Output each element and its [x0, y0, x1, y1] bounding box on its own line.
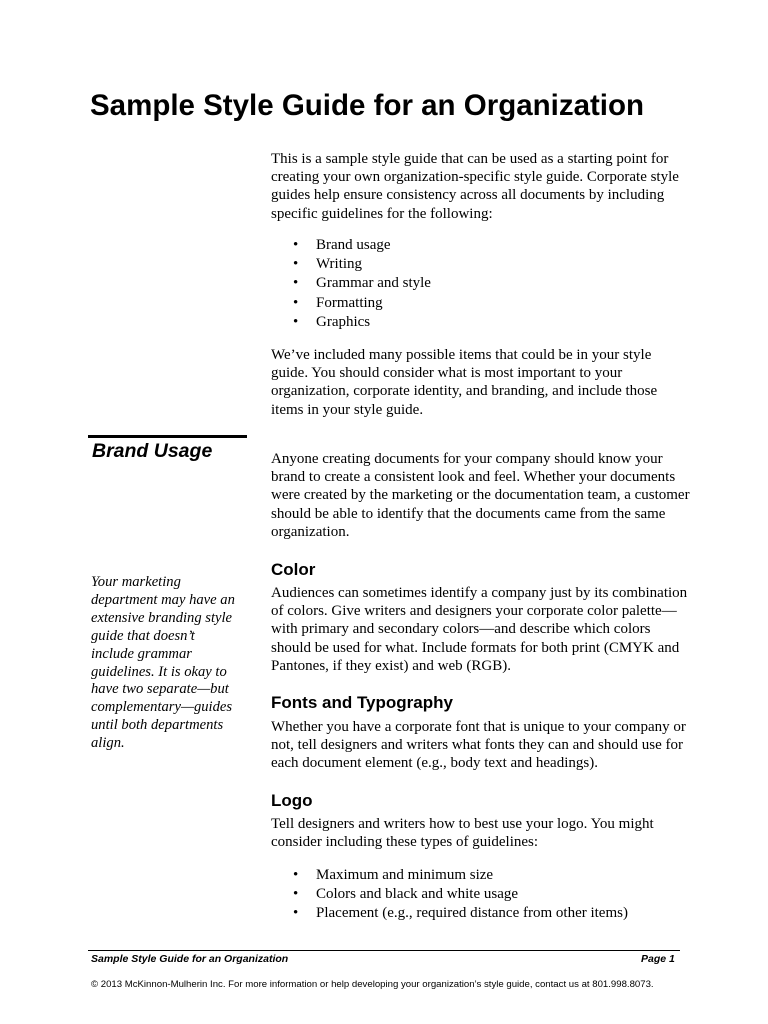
logo-bullet-list: [271, 866, 628, 924]
bullet-icon: •: [293, 294, 299, 311]
list-item-label: Grammar and style: [316, 275, 431, 292]
intro-bullet-list: [271, 236, 431, 332]
brand-usage-heading: Brand Usage: [92, 440, 213, 462]
list-item-label: Writing: [316, 256, 363, 273]
fonts-heading: Fonts and Typography: [271, 693, 453, 712]
bullet-icon: •: [293, 256, 299, 273]
list-item: [271, 255, 431, 274]
list-item-label: Graphics: [316, 313, 371, 330]
bullet-icon: •: [293, 905, 299, 922]
list-item-label: Colors and black and white usage: [316, 886, 519, 903]
intro-closing-paragraph: We’ve included many possible items that could be in your style guide. You should consider what is most important to your organization, corporate identity, and branding, and include those items in your style guide.: [271, 347, 658, 418]
page-number: Page 1: [641, 953, 675, 965]
list-item: [271, 236, 431, 255]
sidenote: Your marketing department may have an extensive branding style guide that doesn’t include grammar guidelines. It is okay to have two separate—but complementary—guides until both departments align.: [91, 574, 235, 752]
fonts-paragraph: Whether you have a corporate font that is unique to your company or not, tell designers and writers what fonts they can and should use for each document element (e.g., body text and headings).: [271, 719, 686, 772]
bullet-icon: •: [293, 313, 299, 330]
list-item-label: Formatting: [316, 294, 383, 311]
brand-usage-paragraph: Anyone creating documents for your company should know your brand to create a consistent look and feel. Whether your documents were created by the marketing or the documentation team, a customer should be able to identify that the documents came from the same organization.: [271, 451, 690, 540]
copyright-notice: © 2013 McKinnon-Mulherin Inc. For more information or help developing your organization’s style guide, contact us at 801.998.8073.: [91, 979, 654, 990]
bullet-icon: •: [293, 886, 299, 903]
list-item: [271, 313, 431, 332]
list-item: [271, 294, 431, 313]
list-item: [271, 885, 628, 904]
list-item-label: Placement (e.g., required distance from other items): [316, 905, 628, 922]
list-item: [271, 866, 628, 885]
color-heading: Color: [271, 560, 316, 579]
bullet-icon: •: [293, 237, 299, 253]
logo-heading: Logo: [271, 791, 313, 810]
footer-title: Sample Style Guide for an Organization: [91, 953, 289, 965]
color-paragraph: Audiences can sometimes identify a company just by its combination of colors. Give writers and designers your corporate color palette—with primary and secondary colors—and describe which colors should be used for what. Include formats for both print (CMYK and Pantones, if they exist) and web (RGB).: [271, 585, 688, 674]
list-item-label: Brand usage: [316, 237, 391, 253]
bullet-icon: •: [293, 275, 299, 292]
logo-paragraph: Tell designers and writers how to best use your logo. You might consider including these types of guidelines:: [271, 816, 654, 851]
page-title: Sample Style Guide for an Organization: [90, 89, 645, 122]
list-item-label: Maximum and minimum size: [316, 867, 494, 883]
list-item: [271, 904, 628, 923]
intro-paragraph: This is a sample style guide that can be used as a starting point for creating your own organization-specific style guide. Corporate style guides help ensure consistency across all documents by including specific guidelines for the following:: [271, 151, 679, 222]
list-item: [271, 274, 431, 293]
bullet-icon: •: [293, 867, 299, 883]
section-divider: [88, 435, 247, 438]
